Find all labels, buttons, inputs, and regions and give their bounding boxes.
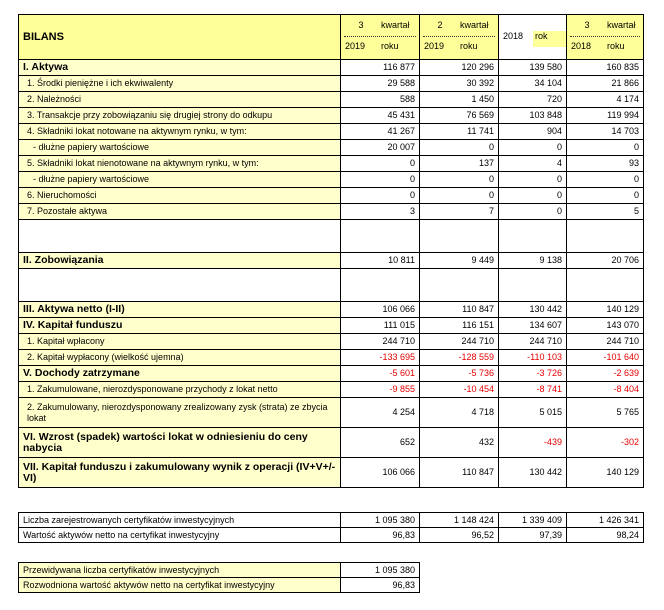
value-cell: 1 095 380 (341, 563, 420, 578)
column-header-2018: 2018 rok (499, 15, 567, 60)
table-row (19, 140, 644, 156)
row-label: VI. Wzrost (spadek) wartości lokat w odniesieniu do ceny nabycia (19, 428, 341, 458)
value-cell: 143 070 (567, 318, 644, 334)
value-cell: 0 (567, 188, 644, 204)
value-cell: 1 426 341 (567, 513, 644, 528)
value-cell: 5 765 (567, 398, 644, 428)
value-cell: -5 601 (341, 366, 420, 382)
value-cell: 1 450 (420, 92, 499, 108)
empty-cell (341, 220, 420, 253)
row-label: I. Aktywa (19, 60, 341, 76)
value-cell: -9 855 (341, 382, 420, 398)
table-row (19, 60, 644, 76)
value-cell: -2 639 (567, 366, 644, 382)
empty-cell (499, 220, 567, 253)
value-cell: 134 607 (499, 318, 567, 334)
table-row (19, 458, 644, 488)
value-cell: 96,83 (341, 578, 420, 593)
diluted-row (19, 578, 420, 593)
empty-cell (341, 269, 420, 302)
certificate-row (19, 513, 644, 528)
empty-cell (499, 269, 567, 302)
certificate-label: Wartość aktywów netto na certyfikat inwestycyjny (19, 528, 341, 543)
value-cell: 3 (341, 204, 420, 220)
value-cell: -101 640 (567, 350, 644, 366)
value-cell: 11 741 (420, 124, 499, 140)
value-cell: 1 148 424 (420, 513, 499, 528)
value-cell: 30 392 (420, 76, 499, 92)
empty-cell (567, 269, 644, 302)
row-label: 7. Pozostałe aktywa (19, 204, 341, 220)
row-label: II. Zobowiązania (19, 253, 341, 269)
table-title: BILANS (19, 15, 341, 60)
table-row (19, 124, 644, 140)
value-cell: 720 (499, 92, 567, 108)
value-cell: 588 (341, 92, 420, 108)
table-row (19, 108, 644, 124)
value-cell: 9 449 (420, 253, 499, 269)
table-row (19, 76, 644, 92)
value-cell: 103 848 (499, 108, 567, 124)
value-cell: 0 (341, 172, 420, 188)
value-cell: -5 736 (420, 366, 499, 382)
value-cell: -302 (567, 428, 644, 458)
value-cell: 110 847 (420, 458, 499, 488)
column-header-q2-2019: 2 kwartał 2019 roku (420, 15, 499, 60)
value-cell: 41 267 (341, 124, 420, 140)
value-cell: 244 710 (341, 334, 420, 350)
value-cell: 4 718 (420, 398, 499, 428)
value-cell: 120 296 (420, 60, 499, 76)
empty-cell (420, 220, 499, 253)
value-cell: 106 066 (341, 458, 420, 488)
column-header-q3-2018: 3 kwartał 2018 roku (567, 15, 644, 60)
value-cell: -128 559 (420, 350, 499, 366)
spacer-row (19, 269, 644, 302)
value-cell: 111 015 (341, 318, 420, 334)
value-cell: 119 994 (567, 108, 644, 124)
row-label: 1. Środki pieniężne i ich ekwiwalenty (19, 76, 341, 92)
value-cell: 244 710 (567, 334, 644, 350)
row-label: V. Dochody zatrzymane (19, 366, 341, 382)
spacer-row (19, 220, 644, 253)
value-cell: 34 104 (499, 76, 567, 92)
value-cell: 116 151 (420, 318, 499, 334)
table-row (19, 302, 644, 318)
value-cell: 130 442 (499, 302, 567, 318)
empty-cell (19, 269, 341, 302)
empty-cell (567, 220, 644, 253)
diluted-label: Przewidywana liczba certyfikatów inwestycyjnych (19, 563, 341, 578)
value-cell: 96,83 (341, 528, 420, 543)
table-row (19, 156, 644, 172)
row-label: IV. Kapitał funduszu (19, 318, 341, 334)
value-cell: 21 866 (567, 76, 644, 92)
value-cell: 96,52 (420, 528, 499, 543)
row-label: 5. Składniki lokat nienotowane na aktywnym rynku, w tym: (19, 156, 341, 172)
value-cell: 20 007 (341, 140, 420, 156)
value-cell: -133 695 (341, 350, 420, 366)
row-label: 2. Zakumulowany, nierozdysponowany zrealizowany zysk (strata) ze zbycia lokat (19, 398, 341, 428)
row-label: - dłużne papiery wartościowe (19, 172, 341, 188)
diluted-row (19, 563, 420, 578)
value-cell: 5 (567, 204, 644, 220)
value-cell: 0 (420, 140, 499, 156)
table-row (19, 350, 644, 366)
value-cell: 0 (567, 172, 644, 188)
value-cell: 0 (420, 172, 499, 188)
value-cell: 0 (499, 140, 567, 156)
value-cell: -3 726 (499, 366, 567, 382)
value-cell: 7 (420, 204, 499, 220)
value-cell: 0 (499, 204, 567, 220)
table-row (19, 92, 644, 108)
column-header-q3-2019: 3 kwartał 2019 roku (341, 15, 420, 60)
table-row (19, 334, 644, 350)
table-row (19, 172, 644, 188)
value-cell: -8 404 (567, 382, 644, 398)
value-cell: 0 (567, 140, 644, 156)
balance-table (18, 14, 644, 488)
value-cell: 244 710 (420, 334, 499, 350)
value-cell: 116 877 (341, 60, 420, 76)
value-cell: -110 103 (499, 350, 567, 366)
value-cell: 110 847 (420, 302, 499, 318)
value-cell: 160 835 (567, 60, 644, 76)
value-cell: 9 138 (499, 253, 567, 269)
value-cell: 139 580 (499, 60, 567, 76)
certificate-label: Liczba zarejestrowanych certyfikatów inwestycyjnych (19, 513, 341, 528)
value-cell: 0 (499, 188, 567, 204)
value-cell: 106 066 (341, 302, 420, 318)
table-row (19, 366, 644, 382)
value-cell: 93 (567, 156, 644, 172)
value-cell: 20 706 (567, 253, 644, 269)
value-cell: 45 431 (341, 108, 420, 124)
value-cell: 1 095 380 (341, 513, 420, 528)
value-cell: 432 (420, 428, 499, 458)
row-label: 1. Zakumulowane, nierozdysponowane przychody z lokat netto (19, 382, 341, 398)
value-cell: 5 015 (499, 398, 567, 428)
value-cell: 10 811 (341, 253, 420, 269)
table-row (19, 204, 644, 220)
row-label: - dłużne papiery wartościowe (19, 140, 341, 156)
value-cell: 29 588 (341, 76, 420, 92)
value-cell: 0 (499, 172, 567, 188)
table-row (19, 188, 644, 204)
table-row (19, 398, 644, 428)
table-row (19, 428, 644, 458)
certificate-row (19, 528, 644, 543)
value-cell: 0 (341, 156, 420, 172)
value-cell: 0 (341, 188, 420, 204)
diluted-label: Rozwodniona wartość aktywów netto na certyfikat inwestycyjny (19, 578, 341, 593)
row-label: 1. Kapitał wpłacony (19, 334, 341, 350)
value-cell: 244 710 (499, 334, 567, 350)
row-label: 2. Należności (19, 92, 341, 108)
value-cell: 0 (420, 188, 499, 204)
row-label: VII. Kapitał funduszu i zakumulowany wynik z operacji (IV+V+/-VI) (19, 458, 341, 488)
row-label: 4. Składniki lokat notowane na aktywnym rynku, w tym: (19, 124, 341, 140)
value-cell: -10 454 (420, 382, 499, 398)
row-label: 3. Transakcje przy zobowiązaniu się drugiej strony do odkupu (19, 108, 341, 124)
value-cell: 4 254 (341, 398, 420, 428)
value-cell: 137 (420, 156, 499, 172)
value-cell: 97,39 (499, 528, 567, 543)
table-row (19, 253, 644, 269)
value-cell: -439 (499, 428, 567, 458)
header-row (19, 15, 644, 60)
certificates-table (18, 512, 644, 543)
value-cell: 652 (341, 428, 420, 458)
row-label: III. Aktywa netto (I-II) (19, 302, 341, 318)
value-cell: 98,24 (567, 528, 644, 543)
value-cell: 140 129 (567, 302, 644, 318)
value-cell: 76 569 (420, 108, 499, 124)
diluted-table (18, 562, 420, 593)
empty-cell (420, 269, 499, 302)
value-cell: 904 (499, 124, 567, 140)
value-cell: -8 741 (499, 382, 567, 398)
table-row (19, 382, 644, 398)
table-row (19, 318, 644, 334)
empty-cell (19, 220, 341, 253)
value-cell: 14 703 (567, 124, 644, 140)
value-cell: 4 174 (567, 92, 644, 108)
row-label: 2. Kapitał wypłacony (wielkość ujemna) (19, 350, 341, 366)
value-cell: 140 129 (567, 458, 644, 488)
value-cell: 130 442 (499, 458, 567, 488)
value-cell: 4 (499, 156, 567, 172)
row-label: 6. Nieruchomości (19, 188, 341, 204)
value-cell: 1 339 409 (499, 513, 567, 528)
